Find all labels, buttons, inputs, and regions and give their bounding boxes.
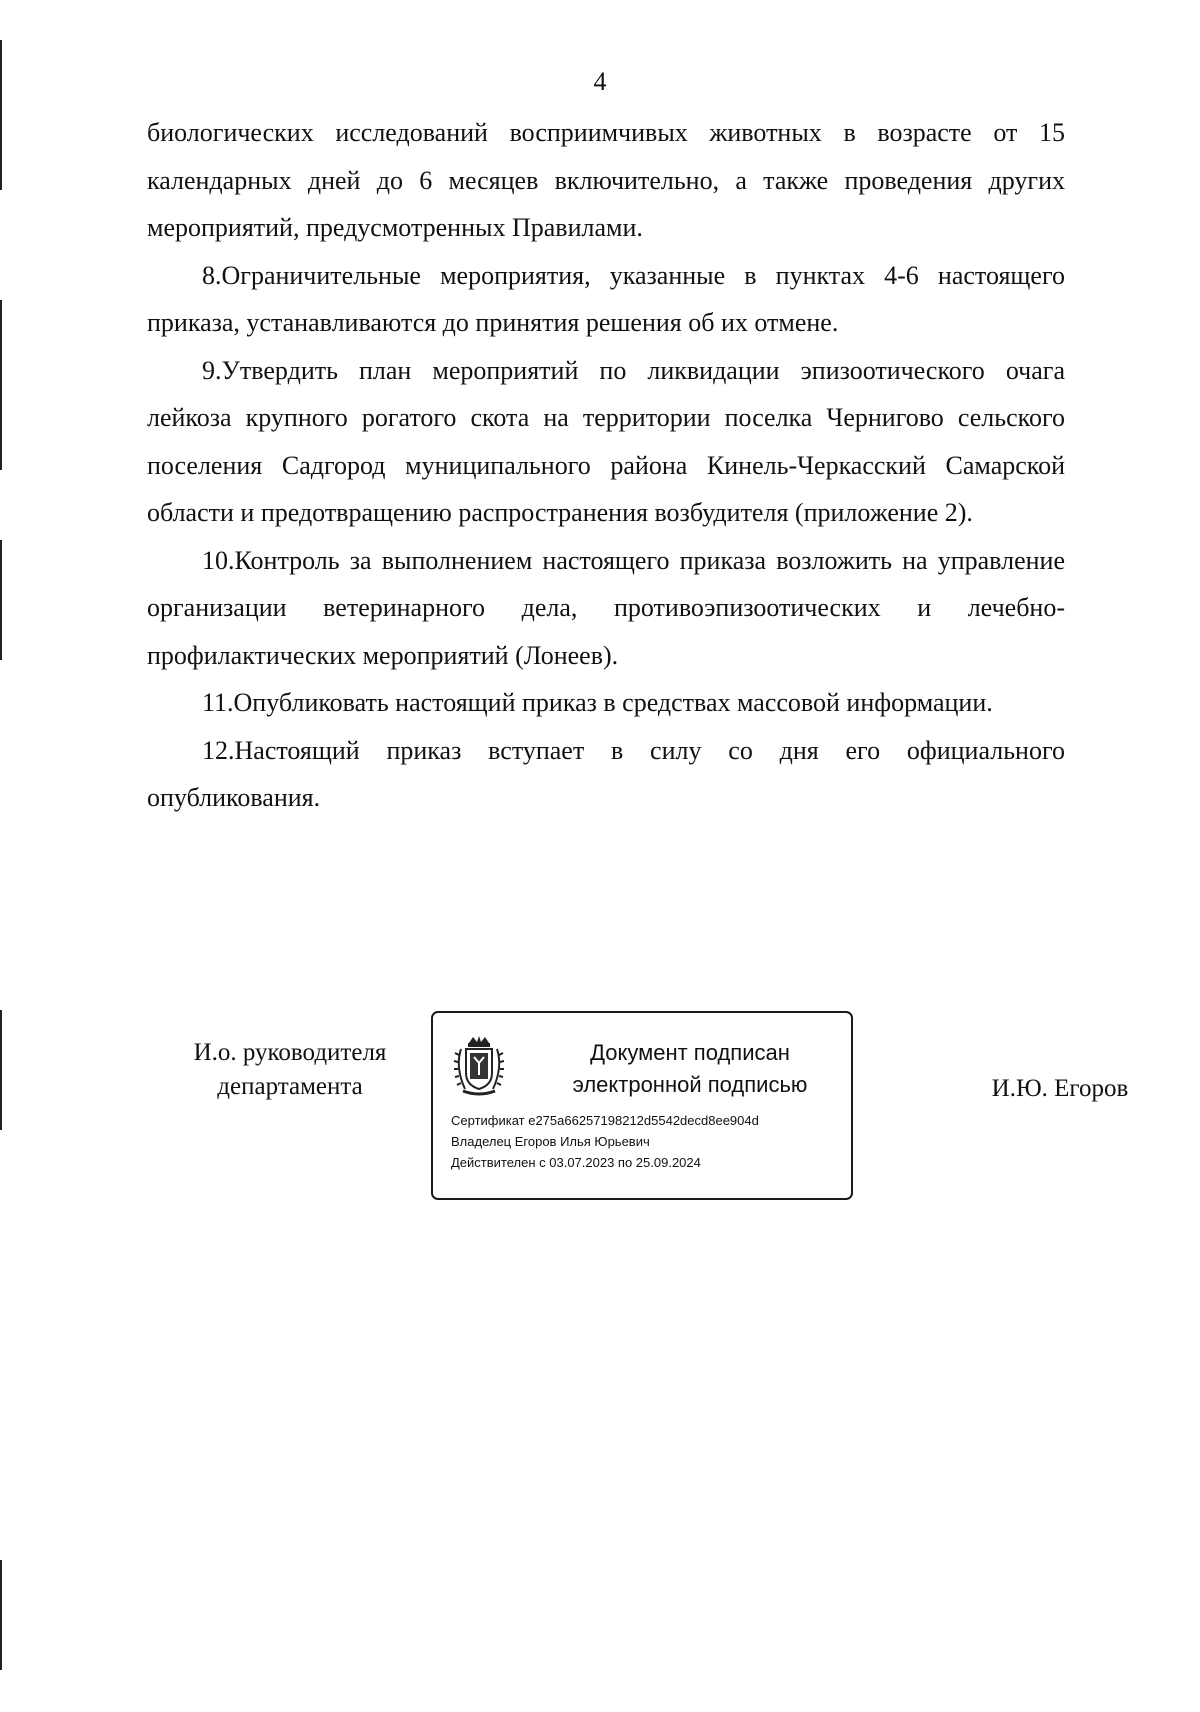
scan-edge-mark bbox=[0, 300, 2, 470]
certificate-owner: Владелец Егоров Илья Юрьевич bbox=[451, 1134, 650, 1149]
paragraph-item-11: 11.Опубликовать настоящий приказ в средствах массовой информации. bbox=[202, 688, 993, 717]
scan-edge-mark bbox=[0, 1010, 2, 1130]
certificate-validity: Действителен с 03.07.2023 по 25.09.2024 bbox=[451, 1155, 701, 1170]
paragraph-continuation: биологических исследований восприимчивых животных в возрасте от 15 календарных дней до 6 месяцев включительно, а также проведения других мероприятий, предусмотренных Правилами. bbox=[147, 118, 1065, 242]
stamp-title bbox=[545, 1037, 835, 1101]
document-body bbox=[147, 109, 1065, 822]
scan-edge-mark bbox=[0, 40, 2, 190]
scan-edge-mark bbox=[0, 540, 2, 660]
scan-edge-mark bbox=[0, 1560, 2, 1670]
stamp-title-line2: электронной подписью bbox=[572, 1072, 808, 1097]
electronic-signature-stamp bbox=[431, 1011, 853, 1200]
stamp-details bbox=[451, 1110, 841, 1173]
page-number: 4 bbox=[593, 67, 607, 96]
certificate-number: Сертификат e275a66257198212d5542decd8ee904d bbox=[451, 1113, 759, 1128]
stamp-title-line1: Документ подписан bbox=[590, 1040, 790, 1065]
signatory-position-line1: И.о. руководителя bbox=[193, 1039, 387, 1066]
coat-of-arms-icon bbox=[451, 1035, 507, 1099]
paragraph-item-8: 8.Ограничительные мероприятия, указанные в пунктах 4-6 настоящего приказа, устанавливаются до принятия решения об их отмене. bbox=[147, 260, 1065, 337]
paragraph-item-10: 10.Контроль за выполнением настоящего приказа возложить на управление организации ветеринарного дела, противоэпизоотических и лечебно-профилактических мероприятий (Лонеев). bbox=[147, 545, 1065, 670]
signatory-position-line2: департамента bbox=[217, 1073, 363, 1100]
signatory-name: И.Ю. Егоров bbox=[991, 1075, 1129, 1102]
paragraph-item-12: 12.Настоящий приказ вступает в силу со дня его официального опубликования. bbox=[147, 735, 1065, 812]
paragraph-item-9: 9.Утвердить план мероприятий по ликвидации эпизоотического очага лейкоза крупного рогатого скота на территории поселка Чернигово сельского поселения Садгород муниципального района Кинель-Черкасский Самарской области и предотвращению распространения возбудителя (приложение 2). bbox=[147, 355, 1065, 527]
signatory-position bbox=[170, 1036, 410, 1104]
